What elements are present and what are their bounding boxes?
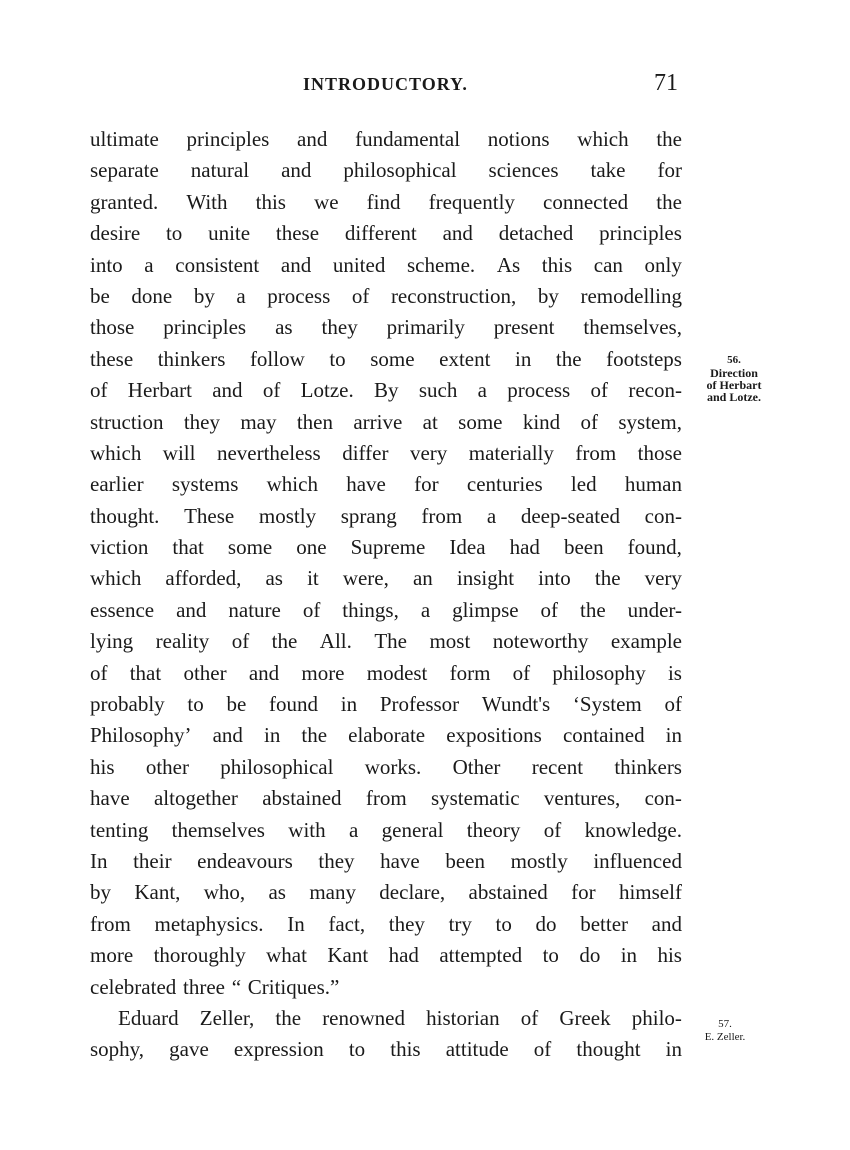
word: reconstruction,: [390, 283, 517, 308]
word: more: [301, 660, 345, 685]
word: extent: [439, 346, 491, 371]
word: take: [590, 158, 626, 183]
word: which: [266, 472, 318, 497]
word: we: [314, 189, 339, 214]
margin-note-line: E. Zeller.: [704, 1031, 746, 1043]
word: and: [297, 127, 328, 151]
word: as: [275, 315, 293, 340]
word: in: [665, 723, 682, 748]
word: systematic: [430, 786, 520, 811]
text-line: [90, 250, 682, 281]
word: this: [390, 1037, 421, 1062]
text-line: [90, 407, 682, 438]
word: from: [421, 503, 463, 528]
word: in: [665, 1037, 682, 1062]
word: The: [374, 629, 407, 654]
word: system,: [618, 409, 682, 434]
word: sprang: [340, 503, 397, 528]
word: themselves,: [583, 315, 682, 340]
word: principles: [599, 221, 682, 246]
text-line: [90, 595, 682, 626]
text-line: [90, 501, 682, 532]
word: knowledge.: [584, 817, 682, 842]
word: which: [90, 566, 142, 591]
word: notions: [487, 127, 550, 151]
word: nature: [228, 597, 281, 622]
word: general: [381, 817, 444, 842]
word: lying: [90, 629, 134, 654]
word: celebrated: [90, 974, 177, 999]
word: for: [657, 158, 682, 183]
word: Critiques.”: [247, 974, 340, 999]
word: a: [144, 252, 154, 277]
text-line: [90, 972, 682, 1003]
word: elaborate: [348, 723, 426, 748]
word: to: [542, 943, 559, 968]
word: which: [90, 440, 142, 465]
word: united: [332, 252, 386, 277]
word: have: [346, 472, 386, 497]
word: kind: [522, 409, 561, 434]
word: reality: [155, 629, 210, 654]
running-header: [90, 70, 680, 106]
word: In: [287, 911, 305, 936]
word: the: [656, 127, 682, 151]
word: attempted: [439, 943, 523, 968]
word: struction: [90, 409, 164, 434]
text-line: [90, 155, 682, 186]
word: his: [90, 754, 115, 779]
word: With: [186, 189, 228, 214]
word: essence: [90, 597, 155, 622]
text-line: [90, 532, 682, 563]
word: three: [183, 974, 225, 999]
word: the: [594, 566, 621, 591]
word: from: [90, 911, 131, 936]
word: philosophy: [552, 660, 646, 685]
running-title: INTRODUCTORY.: [303, 74, 468, 94]
word: recent: [531, 754, 584, 779]
word: a: [348, 817, 359, 842]
word: to: [187, 692, 204, 717]
word: of: [540, 597, 559, 622]
text-line: [90, 940, 682, 971]
word: Kant: [327, 943, 369, 968]
word: and: [651, 911, 682, 936]
word: from: [365, 786, 407, 811]
text-line: [90, 438, 682, 469]
word: In: [90, 848, 108, 873]
word: Wundt's: [481, 692, 551, 717]
word: for: [571, 880, 596, 905]
word: systems: [171, 472, 239, 497]
word: historian: [426, 1005, 500, 1030]
word: thought.: [90, 503, 160, 528]
word: All.: [319, 629, 352, 654]
text-line: [90, 846, 682, 877]
word: Greek: [559, 1005, 611, 1030]
word: may: [240, 409, 277, 434]
word: ventures,: [543, 786, 621, 811]
word: insight: [456, 566, 515, 591]
word: follow: [249, 346, 305, 371]
word: footsteps: [606, 346, 682, 371]
word: do: [535, 911, 557, 936]
word: tenting: [90, 817, 149, 842]
word: attitude: [445, 1037, 509, 1062]
word: of: [590, 378, 609, 403]
word: the: [656, 189, 682, 214]
word: of: [90, 660, 108, 685]
text-line: [90, 312, 682, 343]
word: that: [129, 660, 162, 685]
word: scheme.: [406, 252, 476, 277]
word: thought: [576, 1037, 641, 1062]
word: expositions: [446, 723, 542, 748]
word: with: [288, 817, 326, 842]
word: Other: [452, 754, 501, 779]
word: by: [537, 283, 559, 308]
word: been: [563, 535, 604, 560]
word: natural: [190, 158, 250, 183]
word: by: [193, 283, 215, 308]
word: for: [414, 472, 439, 497]
word: connected: [543, 189, 629, 214]
word: into: [90, 252, 123, 277]
word: mostly: [258, 503, 317, 528]
word: Zeller,: [199, 1005, 255, 1030]
word: abstained: [468, 880, 548, 905]
word: led: [570, 472, 597, 497]
word: to: [329, 346, 346, 371]
word: consistent: [175, 252, 260, 277]
word: in: [620, 943, 638, 968]
word: human: [624, 472, 682, 497]
word: of: [543, 817, 562, 842]
word: they: [318, 848, 355, 873]
word: better: [580, 911, 629, 936]
word: things,: [342, 597, 399, 622]
word: to: [348, 1037, 366, 1062]
word: at: [422, 409, 438, 434]
word: principles: [186, 127, 270, 151]
word: of: [231, 629, 250, 654]
word: different: [344, 221, 417, 246]
margin-note-direction-of-herbart-and-lotze: [688, 354, 780, 403]
word: be: [226, 692, 247, 717]
word: form: [449, 660, 491, 685]
word: philosophical: [343, 158, 457, 183]
word: under-: [627, 597, 682, 622]
word: present: [493, 315, 555, 340]
page-number: 71: [654, 70, 678, 96]
word: example: [610, 629, 682, 654]
margin-note-number: 57.: [718, 1018, 732, 1030]
word: Professor: [379, 692, 460, 717]
word: Herbart: [127, 378, 192, 403]
word: Kant,: [134, 880, 181, 905]
word: the: [580, 597, 606, 622]
word: con-: [644, 503, 682, 528]
word: influenced: [593, 848, 682, 873]
word: had: [509, 535, 540, 560]
word: have: [380, 848, 420, 873]
word: and: [248, 660, 280, 685]
word: it: [307, 566, 319, 591]
word: a: [236, 283, 246, 308]
word: do: [579, 943, 601, 968]
word: desire: [90, 221, 141, 246]
word: probably: [90, 692, 165, 717]
word: have: [90, 786, 130, 811]
word: some: [458, 409, 503, 434]
word: which: [577, 127, 629, 151]
word: philo-: [631, 1005, 682, 1030]
word: to: [165, 221, 183, 246]
word: Lotze.: [300, 378, 354, 403]
word: of: [580, 409, 599, 434]
word: the: [301, 723, 328, 748]
text-line: [90, 218, 682, 249]
word: an: [412, 566, 433, 591]
word: as: [268, 880, 286, 905]
word: his: [657, 943, 682, 968]
word: declare,: [379, 880, 446, 905]
word: they: [321, 315, 358, 340]
word: the: [275, 1005, 302, 1030]
word: their: [133, 848, 172, 873]
text-line: [90, 720, 682, 751]
word: differ: [342, 440, 389, 465]
word: separate: [90, 158, 159, 183]
word: principles: [163, 315, 247, 340]
word: by: [90, 880, 111, 905]
word: had: [388, 943, 419, 968]
text-line: [90, 375, 682, 406]
word: in: [515, 346, 532, 371]
word: mostly: [510, 848, 568, 873]
text-line: [90, 187, 682, 218]
word: unite: [208, 221, 251, 246]
word: as: [265, 566, 283, 591]
word: and: [212, 723, 243, 748]
word: into: [538, 566, 571, 591]
word: glimpse: [452, 597, 519, 622]
word: himself: [618, 880, 682, 905]
word: will: [162, 440, 196, 465]
margin-note-line: and Lotze.: [707, 390, 761, 404]
word: in: [264, 723, 281, 748]
word: is: [667, 660, 682, 685]
word: what: [266, 943, 307, 968]
word: in: [340, 692, 358, 717]
word: materially: [468, 440, 554, 465]
word: gave: [169, 1037, 209, 1062]
word: of: [664, 692, 682, 717]
word: modest: [366, 660, 428, 685]
word: very: [409, 440, 448, 465]
body-text: [90, 124, 682, 1066]
word: renowned: [322, 1005, 405, 1030]
word: these: [275, 221, 320, 246]
word: centuries: [466, 472, 543, 497]
margin-note-e-zeller: [684, 1018, 766, 1043]
word: find: [366, 189, 401, 214]
text-line: [90, 877, 682, 908]
word: recon-: [628, 378, 682, 403]
word: process: [267, 283, 331, 308]
word: expression: [233, 1037, 324, 1062]
word: Philosophy’: [90, 723, 192, 748]
word: they: [388, 911, 425, 936]
word: a: [486, 503, 497, 528]
margin-note-line: of Herbart: [706, 378, 762, 392]
word: By: [374, 378, 399, 403]
margin-note-line: Direction: [710, 366, 758, 380]
word: to: [495, 911, 512, 936]
word: works.: [364, 754, 422, 779]
text-line: [90, 658, 682, 689]
word: altogether: [153, 786, 238, 811]
word: many: [309, 880, 356, 905]
text-line: [90, 783, 682, 814]
word: frequently: [428, 189, 515, 214]
word: “: [231, 974, 242, 999]
word: that: [172, 535, 204, 560]
word: those: [90, 315, 135, 340]
word: con-: [644, 786, 682, 811]
word: earlier: [90, 472, 144, 497]
word: ‘System: [572, 692, 642, 717]
word: Eduard: [118, 1005, 179, 1030]
word: from: [575, 440, 617, 465]
word: and: [280, 252, 312, 277]
word: very: [644, 566, 682, 591]
text-line: [90, 563, 682, 594]
word: more: [90, 943, 134, 968]
word: process: [507, 378, 571, 403]
word: of: [262, 378, 281, 403]
word: noteworthy: [492, 629, 589, 654]
text-line: [90, 626, 682, 657]
word: primarily: [386, 315, 465, 340]
word: a: [477, 378, 487, 403]
word: viction: [90, 535, 149, 560]
word: found,: [627, 535, 682, 560]
word: can: [593, 252, 623, 277]
word: afforded,: [165, 566, 242, 591]
word: only: [644, 252, 682, 277]
word: thinkers: [614, 754, 682, 779]
word: These: [184, 503, 235, 528]
word: some: [227, 535, 273, 560]
word: the: [555, 346, 582, 371]
word: Supreme: [350, 535, 426, 560]
word: a: [420, 597, 431, 622]
text-line: [90, 344, 682, 375]
word: such: [418, 378, 458, 403]
text-line: [90, 281, 682, 312]
word: metaphysics.: [154, 911, 264, 936]
text-line: [90, 1034, 682, 1065]
word: sciences: [488, 158, 559, 183]
word: were,: [342, 566, 389, 591]
word: then: [296, 409, 333, 434]
word: those: [637, 440, 682, 465]
margin-note-number: 56.: [727, 354, 741, 366]
word: Idea: [449, 535, 486, 560]
word: one: [296, 535, 327, 560]
word: themselves: [171, 817, 265, 842]
word: sophy,: [90, 1037, 145, 1062]
word: be: [90, 283, 110, 308]
word: fact,: [328, 911, 366, 936]
word: As: [496, 252, 521, 277]
text-line: [90, 469, 682, 500]
word: done: [131, 283, 173, 308]
word: these: [90, 346, 134, 371]
word: endeavours: [197, 848, 293, 873]
word: of: [90, 378, 108, 403]
word: thinkers: [157, 346, 226, 371]
word: arrive: [353, 409, 403, 434]
word: granted.: [90, 189, 159, 214]
word: of: [520, 1005, 539, 1030]
word: this: [541, 252, 573, 277]
word: ultimate: [90, 127, 159, 151]
text-line: [90, 909, 682, 940]
word: the: [271, 629, 298, 654]
text-line: [90, 752, 682, 783]
word: found: [269, 692, 319, 717]
word: other: [183, 660, 227, 685]
word: contained: [562, 723, 645, 748]
word: fundamental: [355, 127, 461, 151]
word: try: [448, 911, 472, 936]
text-line: [90, 689, 682, 720]
word: who,: [203, 880, 246, 905]
word: nevertheless: [216, 440, 321, 465]
word: and: [281, 158, 312, 183]
word: been: [445, 848, 485, 873]
word: detached: [498, 221, 574, 246]
text-line: [90, 815, 682, 846]
text-line: [90, 1003, 682, 1034]
word: other: [145, 754, 189, 779]
word: abstained: [262, 786, 342, 811]
word: and: [176, 597, 207, 622]
word: remodelling: [580, 283, 682, 308]
word: this: [255, 189, 286, 214]
word: and: [442, 221, 473, 246]
word: deep-seated: [520, 503, 620, 528]
word: most: [429, 629, 471, 654]
word: philosophical: [220, 754, 334, 779]
word: thoroughly: [153, 943, 246, 968]
word: some: [370, 346, 415, 371]
word: of: [302, 597, 321, 622]
word: theory: [466, 817, 521, 842]
word: they: [183, 409, 220, 434]
text-line: [90, 124, 682, 155]
word: and: [212, 378, 243, 403]
word: of: [533, 1037, 552, 1062]
word: of: [512, 660, 531, 685]
word: of: [351, 283, 370, 308]
